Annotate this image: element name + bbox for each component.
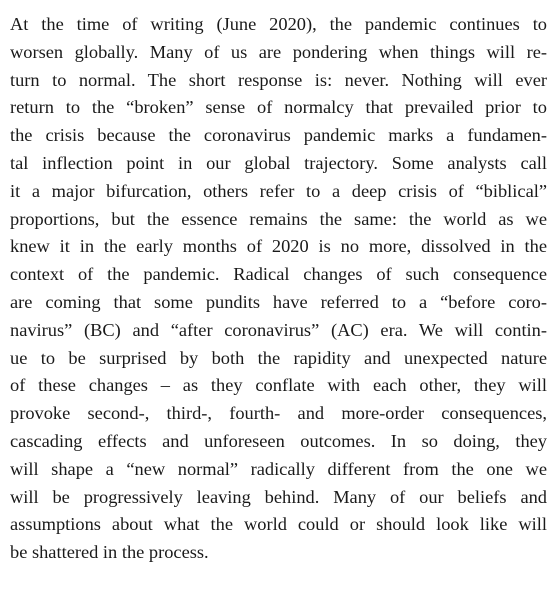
text-line: the crisis because the coronavirus pandemic marks a fundamen- [10, 125, 547, 146]
text-line: turn to normal. The short response is: never. Nothing will ever [10, 69, 547, 90]
text-line: of these changes – as they conflate with each other, they will [10, 375, 547, 396]
text-line: be shattered in the process. [10, 542, 209, 563]
text-line: worsen globally. Many of us are pondering when things will re- [10, 41, 547, 62]
text-line: provoke second-, third-, fourth- and more-order consequences, [10, 403, 547, 424]
text-line: it a major bifurcation, others refer to a deep crisis of “biblical” [10, 180, 547, 201]
text-line: will be progressively leaving behind. Many of our beliefs and [10, 486, 547, 507]
text-line: tal inflection point in our global trajectory. Some analysts call [10, 152, 547, 173]
text-line: proportions, but the essence remains the same: the world as we [10, 208, 547, 229]
body-paragraph [10, 11, 547, 567]
text-line: will shape a “new normal” radically different from the one we [10, 458, 547, 479]
text-line: cascading effects and unforeseen outcomes. In so doing, they [10, 430, 547, 451]
text-line: navirus” (BC) and “after coronavirus” (AC) era. We will contin- [10, 319, 547, 340]
text-line: assumptions about what the world could or should look like will [10, 514, 547, 535]
text-line: At the time of writing (June 2020), the pandemic continues to [10, 14, 547, 34]
text-line: context of the pandemic. Radical changes of such consequence [10, 264, 547, 285]
text-line: are coming that some pundits have referred to a “before coro- [10, 291, 547, 312]
text-line: return to the “broken” sense of normalcy that prevailed prior to [10, 97, 547, 118]
text-line: ue to be surprised by both the rapidity and unexpected nature [10, 347, 547, 368]
text-line: knew it in the early months of 2020 is no more, dissolved in the [10, 236, 547, 257]
